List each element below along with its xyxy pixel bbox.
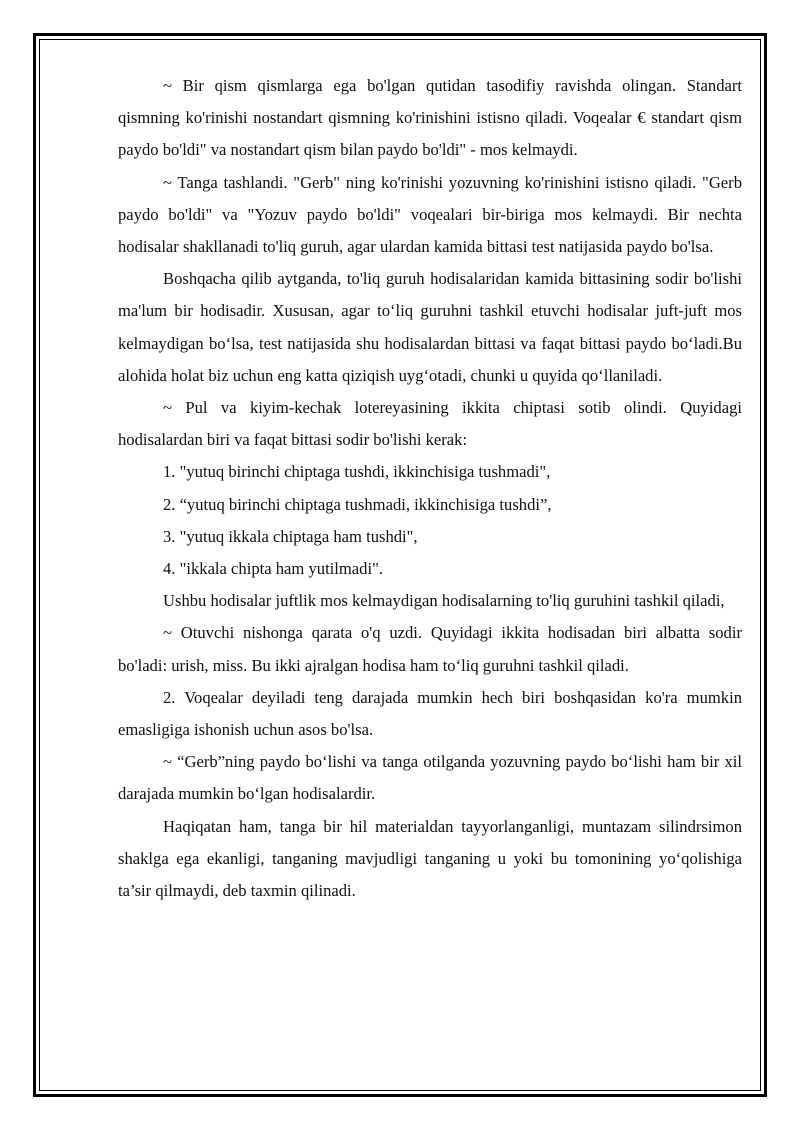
paragraph-shooter: ~ Otuvchi nishonga qarata o'q uzdi. Quyidagi ikkita hodisadan biri albatta sodir bo'ladi: urish, miss. Bu ikki ajralgan hodisa ham to‘liq guruhni tashkil qiladi. (118, 623, 742, 675)
list-item: 4. "ikkala chipta ham yutilmadi". (163, 559, 383, 579)
paragraph-lottery: ~ Pul va kiyim-kechak lotereyasining ikkita chiptasi sotib olindi. Quyidagi hodisalardan biri va faqat bittasi sodir bo'lishi kerak: (118, 398, 742, 450)
list-item: 2. “yutuq birinchi chiptaga tushmadi, ikkinchisiga tushdi”, (163, 494, 552, 514)
list-item: 3. "yutuq ikkala chiptaga ham tushdi", (163, 526, 418, 546)
paragraph-defective-part: ~ Bir qism qismlarga ega bo'lgan qutidan tasodifiy ravishda olingan. Standart qismning ko'rinishi nostandart qismning ko'rinishini istisno qiladi. Voqealar € standart qism paydo bo'ldi" va nostandart qism bilan paydo bo'ldi" - mos kelmaydi. (118, 76, 742, 160)
paragraph-pairwise-group: Ushbu hodisalar juftlik mos kelmaydigan hodisalarning to'liq guruhini tashkil qiladi, (163, 591, 725, 611)
paragraph-coin-material: Haqiqatan ham, tanga bir hil materialdan tayyorlanganligi, muntazam silindrsimon shaklga ega ekanligi, tanganing mavjudligi tanganing u yoki bu tomonining yo‘qolishiga ta’sir qilmaydi, deb taxmin qilinadi. (118, 816, 742, 901)
paragraph-equally-possible: 2. Voqealar deyiladi teng darajada mumkin hech biri boshqasidan ko'ra mumkin emasligiga ishonish uchun asos bo'lsa. (118, 687, 742, 740)
document-body (118, 70, 742, 907)
paragraph-coin-toss: ~ Tanga tashlandi. "Gerb" ning ko'rinishi yozuvning ko'rinishini istisno qiladi. "Gerb paydo bo'ldi" va "Yozuv paydo bo'ldi" voqealari bir-biriga mos kelmaydi. Bir nechta hodisalar shakllanadi to'liq guruh, agar ulardan kamida bittasi test natijasida paydo bo'lsa. (118, 172, 742, 257)
paragraph-complete-group: Boshqacha qilib aytganda, to'liq guruh hodisalaridan kamida bittasining sodir bo'lishi ma'lum bir hodisadir. Xususan, agar to‘liq guruhni tashkil etuvchi hodisalar juft-juft mos kelmaydigan bo‘lsa, test natijasida shu hodisalardan bittasi va faqat bittasi paydo bo‘ladi.Bu alohida holat biz uchun eng katta qiziqish uyg‘otadi, chunki u quyida qo‘llaniladi. (118, 269, 742, 385)
paragraph-coin-equal: ~ “Gerb”ning paydo bo‘lishi va tanga otilganda yozuvning paydo bo‘lishi ham bir xil darajada mumkin bo‘lgan hodisalardir. (118, 752, 742, 804)
list-item: 1. "yutuq birinchi chiptaga tushdi, ikkinchisiga tushmadi", (163, 462, 551, 482)
